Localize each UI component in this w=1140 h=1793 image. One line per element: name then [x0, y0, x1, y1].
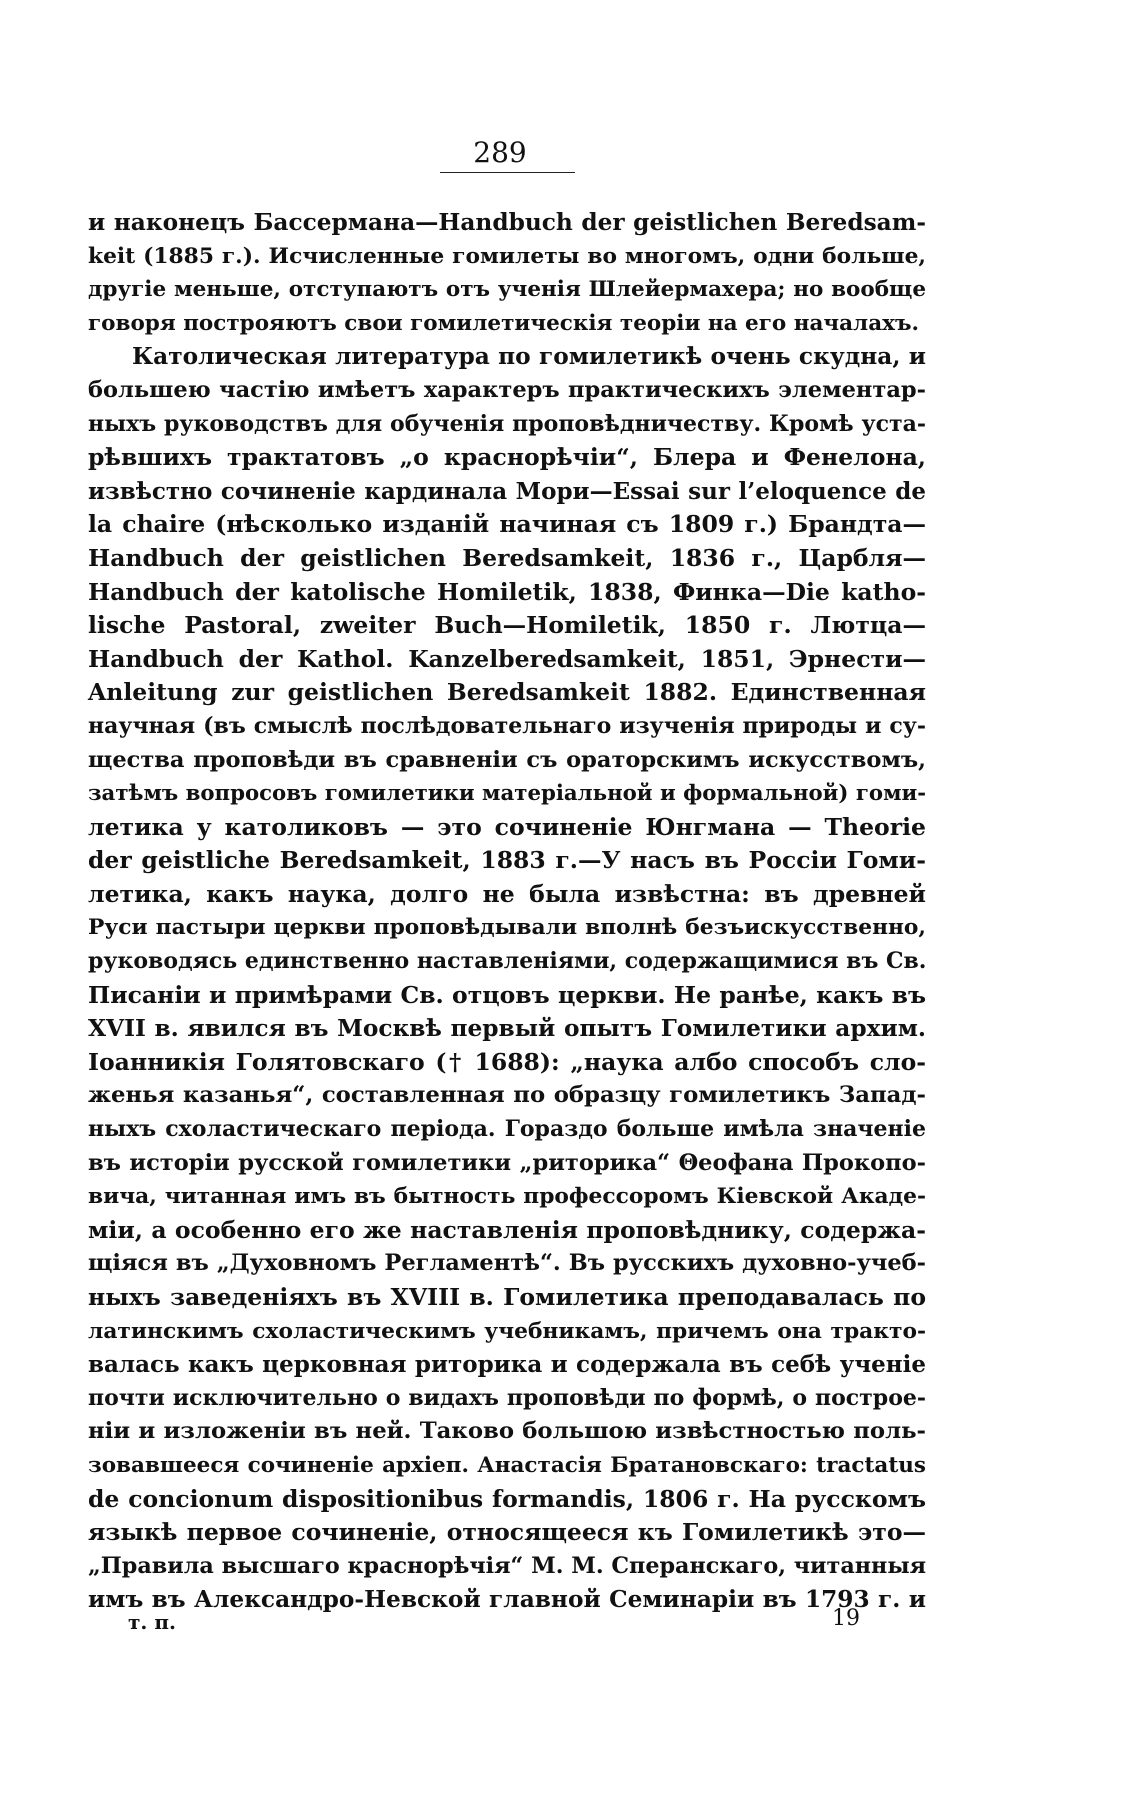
- text-line: почти исключительно о видахъ проповѣди по формѣ, о построе-: [88, 1384, 926, 1411]
- text-line: языкѣ первое сочиненіе, относящееся къ Гомилетикѣ это—: [88, 1518, 926, 1547]
- text-line: большею частію имѣетъ характеръ практическихъ элементар-: [88, 376, 926, 403]
- text-line: Католическая литература по гомилетикѣ очень скудна, и: [132, 343, 926, 371]
- footer-signature: т. п.: [128, 1610, 176, 1634]
- text-line: латинскимъ схоластическимъ учебникамъ, причемъ она тракто-: [88, 1318, 926, 1344]
- footer-sheet-number: 19: [832, 1606, 860, 1631]
- text-line: ніи и изложеніи въ ней. Таково большою извѣстностью поль-: [88, 1418, 926, 1445]
- text-line: Anleitung zur geistlichen Beredsamkeit 1882. Единственная: [88, 678, 926, 707]
- text-line: въ исторіи русской гомилетики „риторика“ Θеофана Прокопо-: [88, 1149, 926, 1176]
- text-line: Handbuch der geistlichen Beredsamkeit, 1836 г., Царбля—: [88, 543, 926, 572]
- text-line: летика у католиковъ — это сочиненіе Юнгмана — Theorie: [88, 812, 926, 841]
- text-line: міи, а особенно его же наставленія проповѣднику, содержа-: [88, 1215, 926, 1244]
- text-line: lische Pastoral, zweiter Buch—Homiletik, 1850 г. Лютца—: [88, 611, 926, 640]
- text-line: Писаніи и примѣрами Св. отцовъ церкви. Не ранѣе, какъ въ: [88, 980, 926, 1009]
- text-line: ныхъ схоластическаго періода. Гораздо больше имѣла значеніе: [88, 1116, 926, 1143]
- page-number: 289: [473, 136, 527, 169]
- page-number-rule: [440, 172, 575, 173]
- text-line: keit (1885 г.). Исчисленные гомилеты во многомъ, одни больше,: [88, 243, 926, 269]
- text-line: ныхъ руководствъ для обученія проповѣдничеству. Кромѣ уста-: [88, 410, 926, 437]
- text-line: Руси пастыри церкви проповѣдывали вполнѣ безъискусственно,: [88, 915, 926, 941]
- text-line: имъ въ Александро-Невской главной Семинаріи въ 1793 г. и: [88, 1586, 926, 1614]
- text-line: говоря построяютъ свои гомилетическія теоріи на его началахъ.: [88, 310, 919, 336]
- text-line: XVII в. явился въ Москвѣ первый опытъ Гомилетики архим.: [88, 1015, 926, 1043]
- text-line: la chaire (нѣсколько изданій начиная съ 1809 г.) Брандта—: [88, 510, 926, 539]
- text-line: летика, какъ наука, долго не была извѣстна: въ древней: [88, 879, 926, 908]
- text-line: зовавшееся сочиненіе архіеп. Анастасія Братановскаго: tractatus: [88, 1452, 926, 1478]
- text-line: щества проповѣди въ сравненіи съ ораторскимъ искусствомъ,: [88, 746, 926, 773]
- body-text: [88, 206, 926, 1617]
- text-line: женья казанья“, составленная по образцу гомилетикъ Запад-: [88, 1082, 926, 1109]
- text-line: Іоанникія Голятовскаго († 1688): „наука албо способъ сло-: [88, 1047, 926, 1076]
- text-line: затѣмъ вопросовъ гомилетики матеріальной и формальной) гоми-: [88, 781, 927, 807]
- text-line: извѣстно сочиненіе кардинала Мори—Essai sur l’eloquence de: [88, 477, 926, 505]
- text-line: ныхъ заведеніяхъ въ XVIII в. Гомилетика преподавалась по: [88, 1283, 926, 1311]
- text-line: вича, читанная имъ въ бытность профессоромъ Кіевской Акаде-: [88, 1184, 926, 1210]
- text-line: другіе меньше, отступаютъ отъ ученія Шлейермахера; но вообще: [88, 277, 926, 303]
- text-line: научная (въ смыслѣ послѣдовательнаго изученія природы и су-: [88, 712, 926, 739]
- text-line: Handbuch der katolische Homiletik, 1838, Финка—Die katho-: [88, 577, 926, 606]
- text-line: и наконецъ Бассермана—Handbuch der geistlichen Beredsam-: [88, 209, 926, 236]
- text-line: der geistliche Beredsamkeit, 1883 г.—У насъ въ Россіи Гоми-: [88, 846, 926, 875]
- text-line: валась какъ церковная риторика и содержала въ себѣ ученіе: [88, 1351, 926, 1379]
- text-line: рѣвшихъ трактатовъ „о краснорѣчіи“, Блера и Фенелона,: [88, 443, 926, 472]
- text-line: de concionum dispositionibus formandis, 1806 г. На русскомъ: [88, 1484, 926, 1513]
- text-line: „Правила высшаго краснорѣчія“ М. М. Сперанскаго, читанныя: [88, 1552, 927, 1579]
- text-line: руководясь единственно наставленіями, содержащимися въ Св.: [88, 948, 927, 975]
- text-line: Handbuch der Kathol. Kanzelberedsamkeit, 1851, Эрнести—: [88, 644, 926, 673]
- text-line: щіяся въ „Духовномъ Регламентѣ“. Въ русскихъ духовно-учеб-: [88, 1250, 926, 1277]
